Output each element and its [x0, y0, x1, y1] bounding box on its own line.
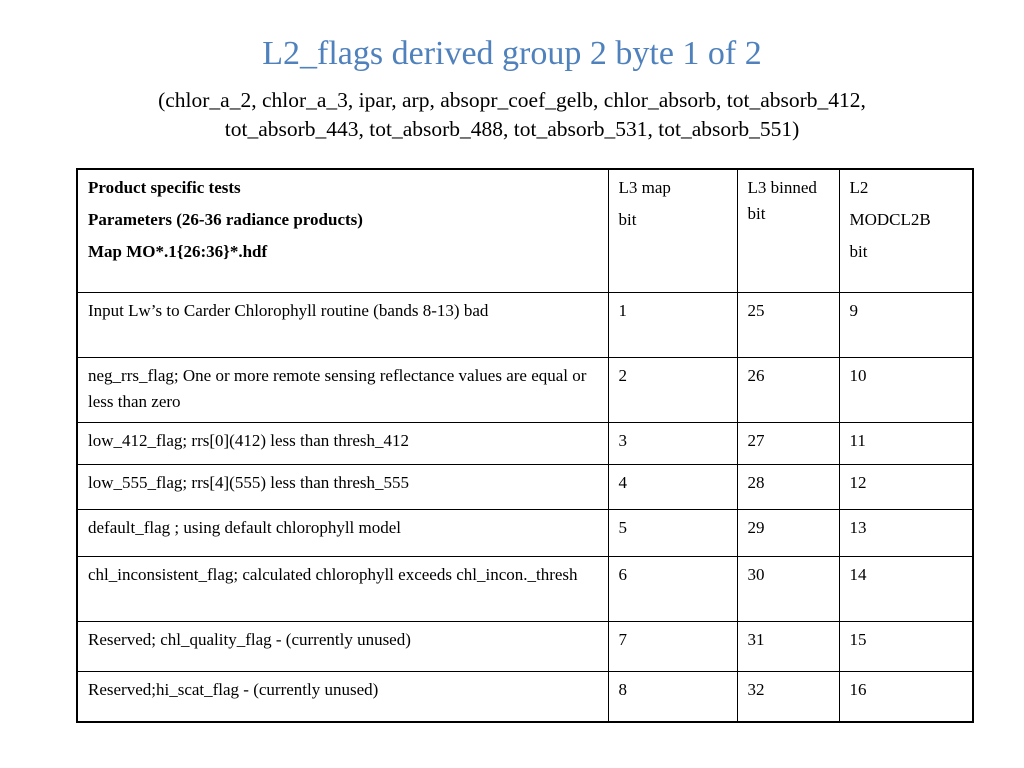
header-l3-map-label: L3 map [618, 178, 671, 197]
header-l2-modcl2b-bit [839, 170, 974, 292]
header-modcl2b-label: MODCL2B [849, 210, 931, 229]
row-l3-binned-bit: 25 [737, 292, 839, 357]
row-l3-map-bit: 6 [608, 556, 737, 621]
table-row [78, 556, 974, 621]
row-l3-binned-bit: 32 [737, 671, 839, 723]
row-l2-bit: 16 [839, 671, 974, 723]
header-product-tests [78, 170, 608, 292]
row-l3-binned-bit: 31 [737, 621, 839, 671]
table-row [78, 422, 974, 464]
row-description: neg_rrs_flag; One or more remote sensing reflectance values are equal or less than zero [78, 357, 608, 422]
header-l3-binned-bit [737, 170, 839, 292]
slide-subtitle: (chlor_a_2, chlor_a_3, ipar, arp, absopr_coef_gelb, chlor_absorb, tot_absorb_412, tot_absorb_443, tot_absorb_488, tot_absorb_531, tot_absorb_551) [158, 88, 866, 141]
row-l3-map-bit: 8 [608, 671, 737, 723]
row-description: default_flag ; using default chlorophyll model [78, 509, 608, 556]
row-l3-map-bit: 1 [608, 292, 737, 357]
header-l3-map-bit-label: bit [618, 210, 637, 229]
header-l2-bit-label: bit [849, 242, 868, 261]
row-l3-map-bit: 7 [608, 621, 737, 671]
header-l3-binned-label: L3 binned bit [747, 178, 817, 223]
row-l3-binned-bit: 29 [737, 509, 839, 556]
row-description: Reserved; chl_quality_flag - (currently unused) [78, 621, 608, 671]
row-description: chl_inconsistent_flag; calculated chlorophyll exceeds chl_incon._thresh [78, 556, 608, 621]
table-row [78, 292, 974, 357]
row-l2-bit: 9 [839, 292, 974, 357]
table-row [78, 509, 974, 556]
table-header-row [78, 170, 974, 292]
row-l3-map-bit: 5 [608, 509, 737, 556]
flags-table-container [76, 168, 974, 723]
row-l3-map-bit: 3 [608, 422, 737, 464]
row-description: low_555_flag; rrs[4](555) less than thresh_555 [78, 464, 608, 509]
row-description: low_412_flag; rrs[0](412) less than thresh_412 [78, 422, 608, 464]
table-row [78, 464, 974, 509]
row-l3-binned-bit: 30 [737, 556, 839, 621]
row-l2-bit: 13 [839, 509, 974, 556]
header-l3-map-bit [608, 170, 737, 292]
row-l2-bit: 14 [839, 556, 974, 621]
row-l2-bit: 11 [839, 422, 974, 464]
row-description: Input Lw’s to Carder Chlorophyll routine (bands 8-13) bad [78, 292, 608, 357]
row-l3-binned-bit: 28 [737, 464, 839, 509]
header-map-file: Map MO*.1{26:36}*.hdf [88, 242, 268, 261]
row-l3-binned-bit: 26 [737, 357, 839, 422]
header-product-tests-title: Product specific tests [88, 178, 241, 197]
header-l2-label: L2 [849, 178, 869, 197]
table-row [78, 671, 974, 723]
slide-title: L2_flags derived group 2 byte 1 of 2 [262, 35, 762, 72]
header-parameters: Parameters (26-36 radiance products) [88, 210, 363, 229]
row-l3-map-bit: 4 [608, 464, 737, 509]
table-row [78, 621, 974, 671]
table-row [78, 357, 974, 422]
row-description: Reserved;hi_scat_flag - (currently unused) [78, 671, 608, 723]
flags-table [78, 170, 974, 723]
row-l2-bit: 12 [839, 464, 974, 509]
row-l3-map-bit: 2 [608, 357, 737, 422]
row-l3-binned-bit: 27 [737, 422, 839, 464]
row-l2-bit: 15 [839, 621, 974, 671]
row-l2-bit: 10 [839, 357, 974, 422]
